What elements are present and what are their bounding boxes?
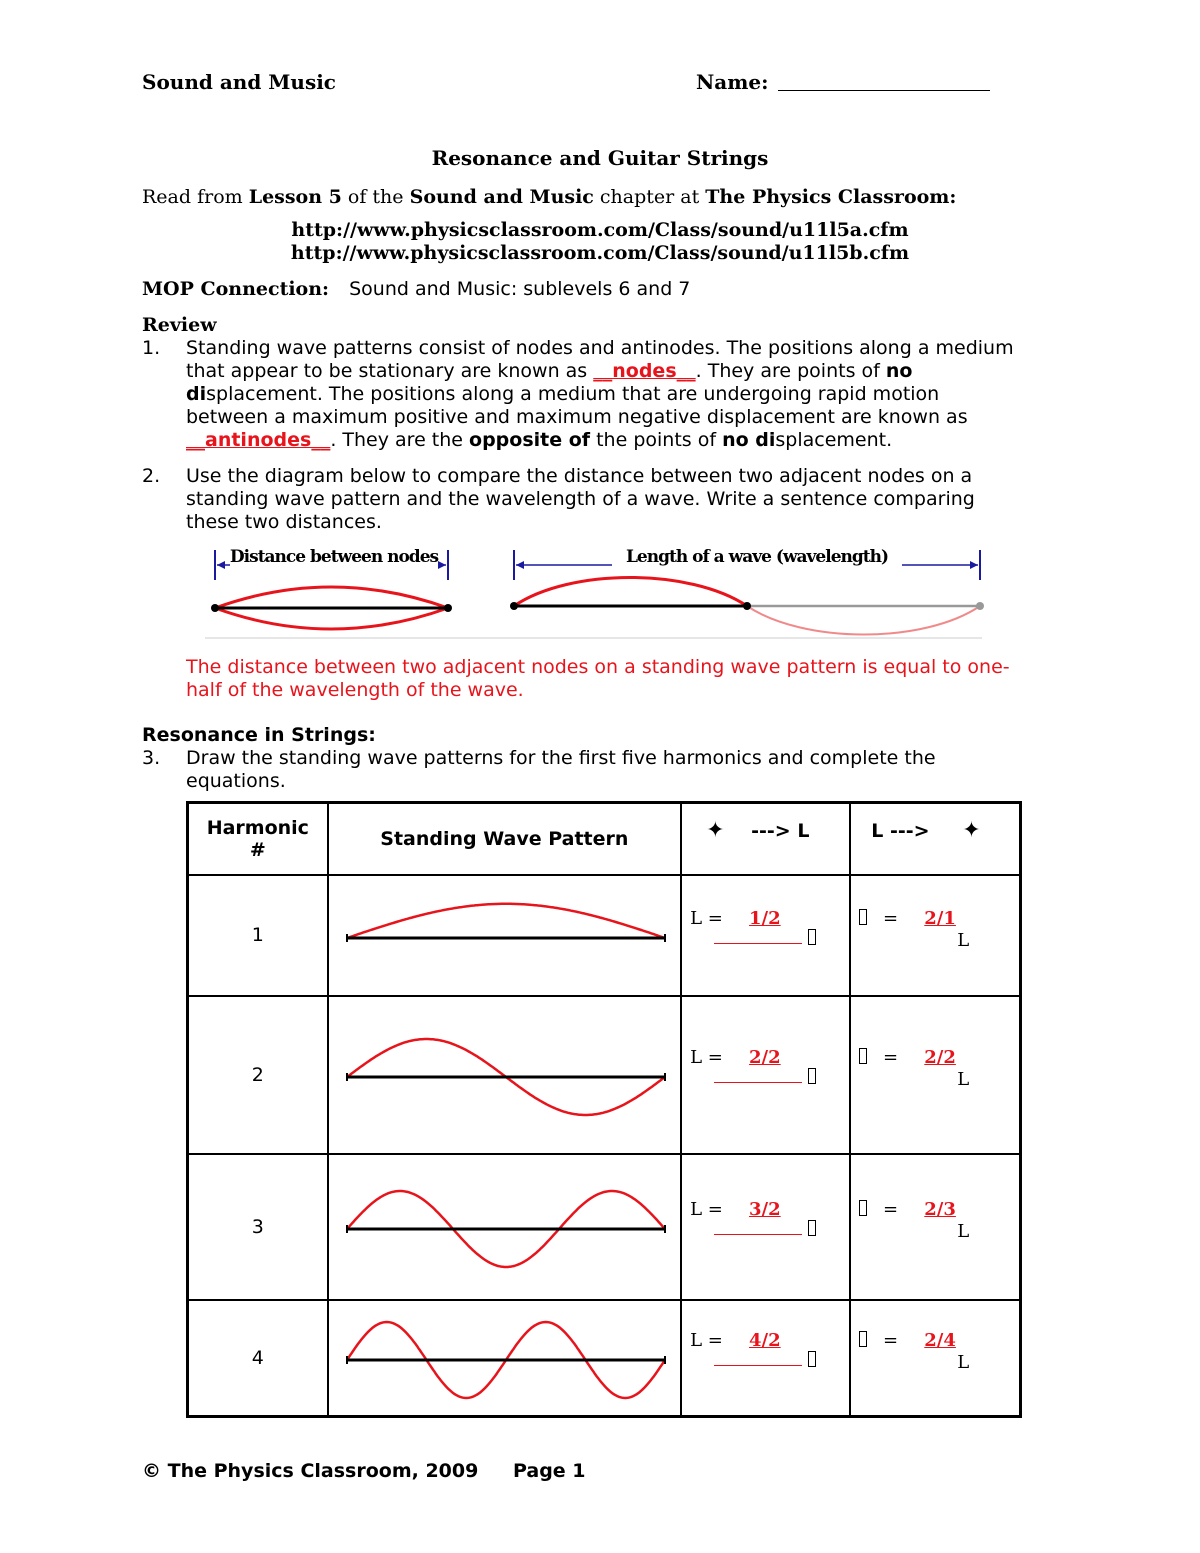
L-equation-cell: L = 4/2 — [681, 1300, 850, 1417]
L-equation-cell: L = 3/2 — [681, 1154, 850, 1300]
wave-diagram — [200, 540, 1000, 646]
footer-copyright: © The Physics Classroom, 2009 — [142, 1460, 479, 1482]
harmonics-table — [186, 801, 1022, 1418]
lambda-symbol-icon — [859, 1331, 867, 1347]
L-denominator: L — [957, 1068, 970, 1090]
lambda-equation-cell: = 2/4 L — [850, 1300, 1020, 1417]
L-answer: 1/2 — [749, 907, 781, 929]
nodes-distance-diagram — [211, 545, 452, 629]
reading-line — [142, 186, 956, 208]
q1-number: 1. — [142, 337, 161, 359]
q1-line-1: Standing wave patterns consist of nodes and antinodes. The positions along a medium — [186, 337, 1014, 359]
url-2[interactable]: http://www.physicsclassroom.com/Class/sound/u11l5b.cfm — [290, 242, 910, 264]
L-equation-cell: L = 1/2 — [681, 875, 850, 996]
header-harmonic: Harmonic # — [188, 803, 328, 875]
star-icon: ✦ — [962, 818, 981, 843]
q3-text — [186, 747, 936, 793]
resonance-heading: Resonance in Strings: — [142, 724, 376, 746]
mop-label: MOP Connection: — [142, 278, 330, 300]
harmonic-number: 1 — [188, 875, 328, 996]
lambda-symbol-icon — [808, 929, 816, 945]
mop-connection — [142, 278, 690, 300]
q2-answer-line-1: The distance between two adjacent nodes on a standing wave pattern is equal to one- — [186, 656, 1010, 678]
reading-site: The Physics Classroom: — [705, 186, 957, 208]
L-answer: 2/2 — [749, 1046, 781, 1068]
q2-answer — [186, 656, 1010, 702]
lambda-equation-cell: = 2/1 L — [850, 875, 1020, 996]
standing-wave-cell — [328, 1300, 681, 1417]
q2-line-3: these two distances. — [186, 511, 382, 533]
reading-lesson: Lesson 5 — [248, 186, 342, 208]
star-icon: ✦ — [706, 818, 725, 843]
standing-wave-cell — [328, 875, 681, 996]
lambda-symbol-icon — [808, 1351, 816, 1367]
q1-answer-nodes: __nodes__ — [593, 360, 696, 382]
lambda-equation-cell: = 2/3 L — [850, 1154, 1020, 1300]
q2-answer-line-2: half of the wavelength of the wave. — [186, 679, 524, 701]
harmonic-number: 2 — [188, 996, 328, 1154]
q2-line-1: Use the diagram below to compare the distance between two adjacent nodes on a — [186, 465, 973, 487]
lambda-answer: 2/2 — [924, 1046, 956, 1068]
lambda-answer: 2/1 — [924, 907, 956, 929]
url-1[interactable]: http://www.physicsclassroom.com/Class/sound/u11l5a.cfm — [291, 219, 909, 241]
standing-wave-cell — [328, 1154, 681, 1300]
L-denominator: L — [957, 929, 970, 951]
reading-prefix: Read from — [142, 186, 249, 208]
table-row — [188, 996, 1021, 1154]
lambda-equation-cell: = 2/2 L — [850, 996, 1020, 1154]
lambda-symbol-icon — [859, 1048, 867, 1064]
q3-line-2: equations. — [186, 770, 286, 792]
standing-wave-pattern — [329, 1301, 682, 1415]
q1-line-2: that appear to be stationary are known as __nodes__. They are points of no — [186, 360, 913, 382]
lambda-symbol-icon — [859, 909, 867, 925]
table-row — [188, 1154, 1021, 1300]
standing-wave-pattern — [329, 876, 682, 995]
harmonic-number: 3 — [188, 1154, 328, 1300]
header-subject: Sound and Music — [142, 70, 336, 94]
header-name-label: Name: — [696, 70, 769, 94]
nodes-distance-label: Distance between nodes — [229, 547, 439, 567]
q2-text — [186, 465, 975, 534]
standing-wave-cell — [328, 996, 681, 1154]
reading-chapter: Sound and Music — [409, 186, 594, 208]
review-heading: Review — [142, 314, 217, 336]
L-equation-cell: L = 2/2 — [681, 996, 850, 1154]
q1-text — [186, 337, 1014, 452]
reading-mid2: chapter at — [593, 186, 706, 208]
mop-text: Sound and Music: sublevels 6 and 7 — [349, 278, 691, 300]
header-lambda-to-L: ✦ ---> L — [681, 803, 850, 875]
footer-page: Page 1 — [512, 1460, 586, 1482]
harmonic-number: 4 — [188, 1300, 328, 1417]
q2-line-2: standing wave pattern and the wavelength of a wave. Write a sentence comparing — [186, 488, 975, 510]
L-denominator: L — [957, 1351, 970, 1373]
q1-answer-antinodes: __antinodes__ — [186, 429, 331, 451]
wavelength-diagram — [510, 545, 984, 635]
q1-line-5: __antinodes__. They are the opposite of the points of no displacement. — [186, 429, 893, 451]
lambda-symbol-icon — [808, 1068, 816, 1084]
table-row — [188, 1300, 1021, 1417]
standing-wave-pattern — [329, 997, 682, 1153]
header-pattern: Standing Wave Pattern — [328, 803, 681, 875]
name-field[interactable] — [778, 90, 990, 91]
table-row — [188, 875, 1021, 996]
table-header-row — [188, 803, 1021, 875]
L-answer: 3/2 — [749, 1198, 781, 1220]
q2-number: 2. — [142, 465, 161, 487]
lambda-answer: 2/4 — [924, 1329, 956, 1351]
q1-line-4: between a maximum positive and maximum negative displacement are known as — [186, 406, 968, 428]
q3-line-1: Draw the standing wave patterns for the first five harmonics and complete the — [186, 747, 936, 769]
lambda-symbol-icon — [808, 1220, 816, 1236]
wavelength-label: Length of a wave (wavelength) — [625, 547, 889, 567]
q1-line-3: displacement. The positions along a medium that are undergoing rapid motion — [186, 383, 940, 405]
q3-number: 3. — [142, 747, 161, 769]
reading-mid1: of the — [341, 186, 410, 208]
standing-wave-pattern — [329, 1155, 682, 1299]
lambda-answer: 2/3 — [924, 1198, 956, 1220]
page-title: Resonance and Guitar Strings — [431, 146, 769, 170]
L-denominator: L — [957, 1220, 970, 1242]
footer — [142, 1460, 586, 1482]
L-answer: 4/2 — [749, 1329, 781, 1351]
lambda-symbol-icon — [859, 1200, 867, 1216]
header-L-to-lambda: L ---> ✦ — [850, 803, 1020, 875]
